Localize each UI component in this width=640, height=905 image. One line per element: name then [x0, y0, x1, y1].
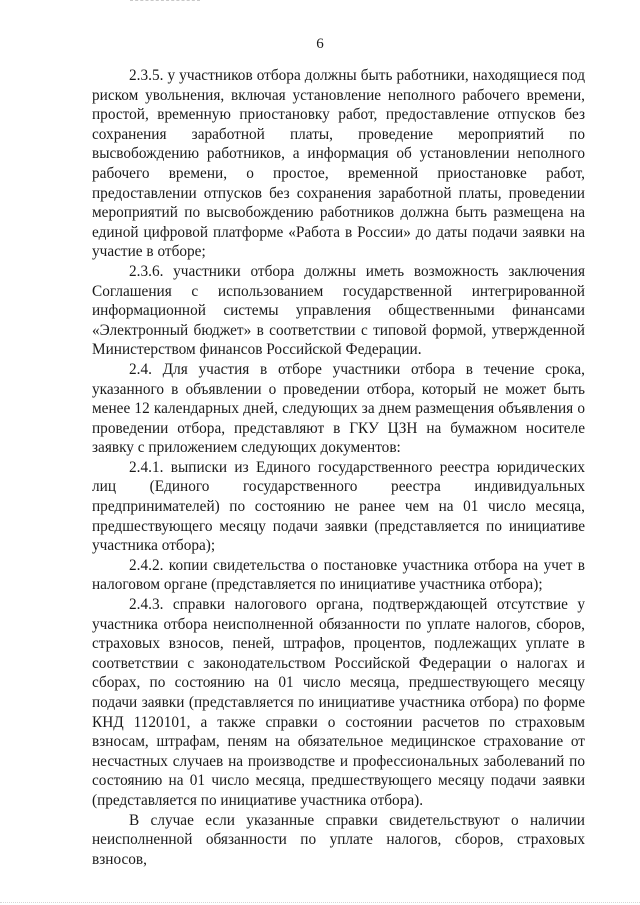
- paragraph-2-4-3: 2.4.3. справки налогового органа, подтверждающей отсутствие у участника отбора неисполненной обязанности по уплате налогов, сборов, страховых взносов, пеней, штрафов, процентов, подлежащих уплате в соответствии с законодательством Российской Федерации о налогах и сборах, по состоянию на 01 число месяца, предшествующего месяцу подачи заявки (представляется по инициативе участника отбора) по форме КНД 1120101, а также справки о состоянии расчетов по страховым взносам, штрафам, пеням на обязательное медицинское страхование от несчастных случаев на производстве и профессиональных заболеваний по состоянию на 01 число месяца, предшествующего месяцу подачи заявки (представляется по инициативе участника отбора).: [92, 596, 585, 809]
- paragraph-2-4: 2.4. Для участия в отборе участники отбора в течение срока, указанного в объявлении о проведении отбора, который не может быть менее 12 календарных дней, следующих за днем размещения объявления о проведении отбора, представляют в ГКУ ЦЗН на бумажном носителе заявку с приложением следующих документов:: [92, 360, 585, 457]
- scan-edge-top: [130, 0, 200, 3]
- paragraph-2-4-2: 2.4.2. копии свидетельства о постановке участника отбора на учет в налоговом органе (представляется по инициативе участника отбора);: [92, 556, 585, 594]
- page-number: 6: [316, 36, 324, 52]
- paragraph-2-4-1: 2.4.1. выписки из Единого государственного реестра юридических лиц (Единого государственного реестра индивидуальных предпринимателей) по состоянию не ранее чем на 01 число месяца, предшествующего месяцу подачи заявки (представляется по инициативе участника отбора);: [92, 458, 585, 555]
- paragraph-2-3-5: 2.3.5. у участников отбора должны быть работники, находящиеся под риском увольнения, включая установление неполного рабочего времени, простой, временную приостановку работ, предоставление отпусков без сохранения заработной платы, проведение мероприятий по высвобождению работников, а информация об установлении неполного рабочего времени, о простое, временной приостановке работ, предоставлении отпусков без сохранения заработной платы, проведении мероприятий по высвобождению работников должна быть размещена на единой цифровой платформе «Работа в России» до даты подачи заявки на участие в отборе;: [92, 67, 585, 261]
- document-body: [92, 66, 585, 869]
- paragraph-2-3-6: 2.3.6. участники отбора должны иметь возможность заключения Соглашения с использованием государственной интегрированной информационной системы управления общественными финансами «Электронный бюджет» в соответствии с типовой формой, утвержденной Министерством финансов Российской Федерации.: [92, 262, 585, 359]
- paragraph-continuation: В случае если указанные справки свидетельствуют о наличии неисполненной обязанности по уплате налогов, сборов, страховых взносов,: [92, 811, 585, 868]
